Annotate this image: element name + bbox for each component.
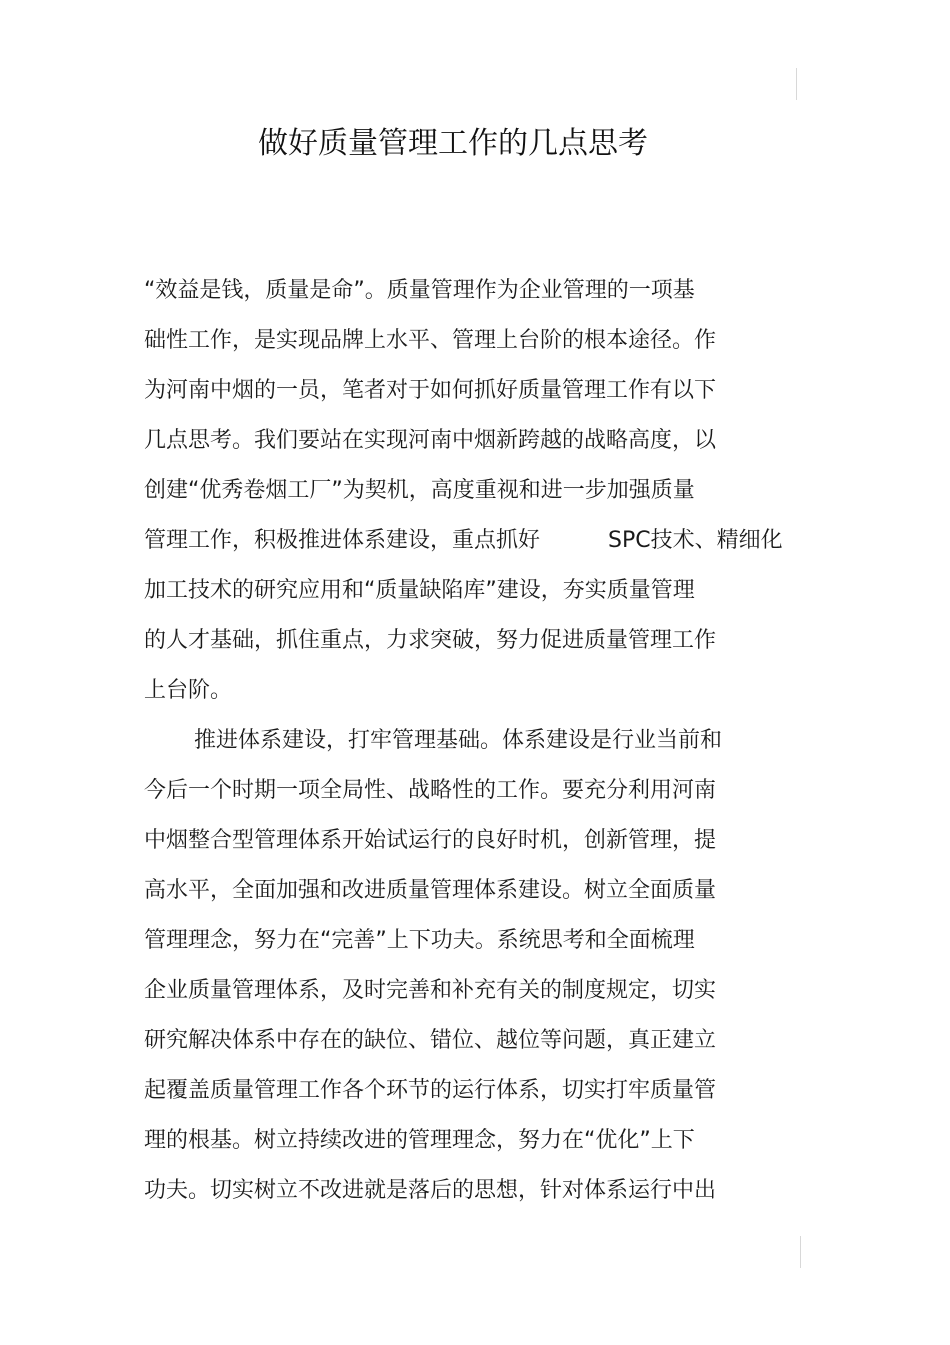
body-line: 上台阶。 [144,678,233,703]
body-line: 推进体系建设，打牢管理基础。体系建设是行业当前和 [194,728,723,753]
body-line: 高水平，全面加强和改进质量管理体系建设。树立全面质量 [144,878,717,903]
body-line: 的人才基础，抓住重点，力求突破，努力促进质量管理工作 [144,628,717,653]
body-line: “效益是钱，质量是命”。质量管理作为企业管理的一项基 [144,278,695,303]
body-line: 加工技术的研究应用和“质量缺陷库”建设，夯实质量管理 [144,578,695,603]
body-line: 企业质量管理体系，及时完善和补充有关的制度规定，切实 [144,978,717,1003]
body-line: 为河南中烟的一员，笔者对于如何抓好质量管理工作有以下 [144,378,717,403]
document-title: 做好质量管理工作的几点思考 [258,126,648,161]
body-line: 管理理念，努力在“完善”上下功夫。系统思考和全面梳理 [144,928,695,953]
body-line: 中烟整合型管理体系开始试运行的良好时机，创新管理，提 [144,828,717,853]
body-line: 础性工作，是实现品牌上水平、管理上台阶的根本途径。作 [144,328,717,353]
body-line-inline-tail: SPC技术、精细化 [608,528,783,553]
body-line: 起覆盖质量管理工作各个环节的运行体系，切实打牢质量管 [144,1078,717,1103]
body-line: 研究解决体系中存在的缺位、错位、越位等问题，真正建立 [144,1028,717,1053]
body-line: 今后一个时期一项全局性、战略性的工作。要充分利用河南 [144,778,717,803]
body-line: 功夫。切实树立不改进就是落后的思想，针对体系运行中出 [144,1178,717,1203]
body-line: 几点思考。我们要站在实现河南中烟新跨越的战略高度，以 [144,428,717,453]
body-line: 创建“优秀卷烟工厂”为契机，高度重视和进一步加强质量 [144,478,695,503]
body-line: 理的根基。树立持续改进的管理理念，努力在“优化”上下 [144,1128,695,1153]
body-line: 管理工作，积极推进体系建设，重点抓好 [144,528,541,553]
